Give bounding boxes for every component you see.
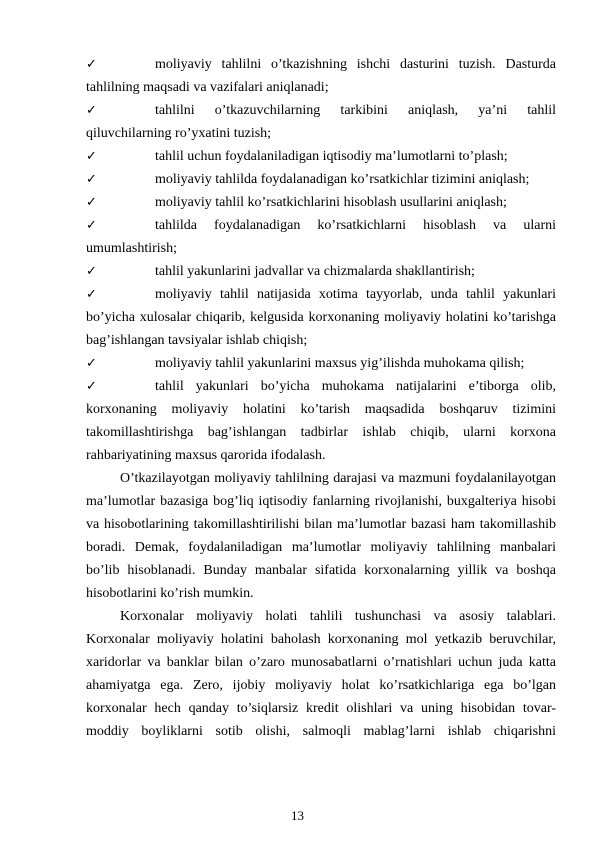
bullet-text-continued: bo’yicha xulosalar chiqarib, kelgusida korxonaning moliyaviy holatini ko’tarishga bag’ishlangan tavsiyalar ishlab chiqish; bbox=[86, 310, 556, 348]
checkmark-icon: ✓ bbox=[86, 103, 97, 118]
page-number: 13 bbox=[291, 808, 304, 823]
bullet-item bbox=[86, 283, 556, 352]
bullet-text: tahlil uchun foydalaniladigan iqtisodiy ma’lumotlarni to’plash; bbox=[155, 149, 508, 164]
bullet-text: tahlil yakunlarini jadvallar va chizmalarda shakllantirish; bbox=[155, 264, 475, 279]
checkmark-icon: ✓ bbox=[86, 149, 97, 164]
bullet-text-continued: qiluvchilarning ro’yxatini tuzish; bbox=[86, 126, 272, 141]
bullet-item bbox=[86, 99, 556, 145]
bullet-item bbox=[86, 375, 556, 467]
checkmark-icon: ✓ bbox=[86, 172, 97, 187]
bullet-text-continued: tahlilning maqsadi va vazifalari aniqlanadi; bbox=[86, 80, 329, 95]
checkmark-icon: ✓ bbox=[86, 356, 97, 371]
bullet-text: moliyaviy tahlil natijasida xotima tayyorlab, unda tahlil yakunlari bbox=[155, 287, 556, 302]
checkmark-icon: ✓ bbox=[86, 195, 97, 210]
bullet-text: moliyaviy tahlil ko’rsatkichlarini hisoblash usullarini aniqlash; bbox=[155, 195, 507, 210]
paragraph-data-sources: O’tkazilayotgan moliyaviy tahlilning darajasi va mazmuni foydalanilayotgan ma’lumotlar bazasiga bog’liq iqtisodiy fanlarning rivojlanishi, buxgalteriya hisobi va hisobotlarining takomillashtirilishi bilan ma’lumotlar bazasi ham takomillashib boradi. Demak, foydalaniladigan ma’lumotlar moliyaviy tahlilning manbalari bo’lib hisoblanadi. Bunday manbalar sifatida korxonalarning yillik va boshqa hisobotlarini ko’rish mumkin. bbox=[86, 471, 556, 601]
bullet-text: tahlilni o’tkazuvchilarning tarkibini aniqlash, ya’ni tahlil bbox=[155, 103, 556, 118]
bullet-item bbox=[86, 214, 556, 260]
bullet-text: moliyaviy tahlilni o’tkazishning ishchi dasturini tuzish. Dasturda bbox=[155, 57, 556, 72]
document-page bbox=[86, 53, 556, 743]
checkmark-icon: ✓ bbox=[86, 218, 97, 233]
bullet-text-continued: korxonaning moliyaviy holatini ko’tarish maqsadida boshqaruv tizimini takomillashtirishga bag’ishlangan tadbirlar ishlab chiqib, ularni korxona rahbariyatining maxsus qarorida ifodalash. bbox=[86, 402, 556, 463]
bullet-item bbox=[86, 168, 556, 191]
bullet-text: moliyaviy tahlil yakunlarini maxsus yig’ilishda muhokama qilish; bbox=[155, 356, 525, 371]
bullet-item bbox=[86, 260, 556, 283]
checkmark-icon: ✓ bbox=[86, 287, 97, 302]
bullet-text-continued: umumlashtirish; bbox=[86, 241, 177, 256]
checkmark-icon: ✓ bbox=[86, 57, 97, 72]
bullet-item bbox=[86, 145, 556, 168]
bullet-text: tahlilda foydalanadigan ko’rsatkichlarni hisoblash va ularni bbox=[155, 218, 556, 233]
bullet-item bbox=[86, 53, 556, 99]
bullet-text: moliyaviy tahlilda foydalanadigan ko’rsatkichlar tizimini aniqlash; bbox=[155, 172, 530, 187]
bullet-item bbox=[86, 352, 556, 375]
bullet-list bbox=[86, 53, 556, 467]
checkmark-icon: ✓ bbox=[86, 379, 97, 394]
bullet-text: tahlil yakunlari bo’yicha muhokama natijalarini e’tiborga olib, bbox=[155, 379, 556, 394]
paragraph-financial-state: Korxonalar moliyaviy holati tahlili tushunchasi va asosiy talablari. Korxonalar moliyaviy holatini baholash korxonaning mol yetkazib beruvchilar, xaridorlar va banklar bilan o’zaro munosabatlarni o’rnatishlari uchun juda katta ahamiyatga ega. Zero, ijobiy moliyaviy holat ko’rsatkichlariga ega bo’lgan korxonalar hech qanday to’siqlarsiz kredit olishlari va uning hisobidan tovar-moddiy boyliklarni sotib olishi, salmoqli mablag’larni ishlab chiqarishni bbox=[86, 609, 556, 739]
bullet-item bbox=[86, 191, 556, 214]
checkmark-icon: ✓ bbox=[86, 264, 97, 279]
